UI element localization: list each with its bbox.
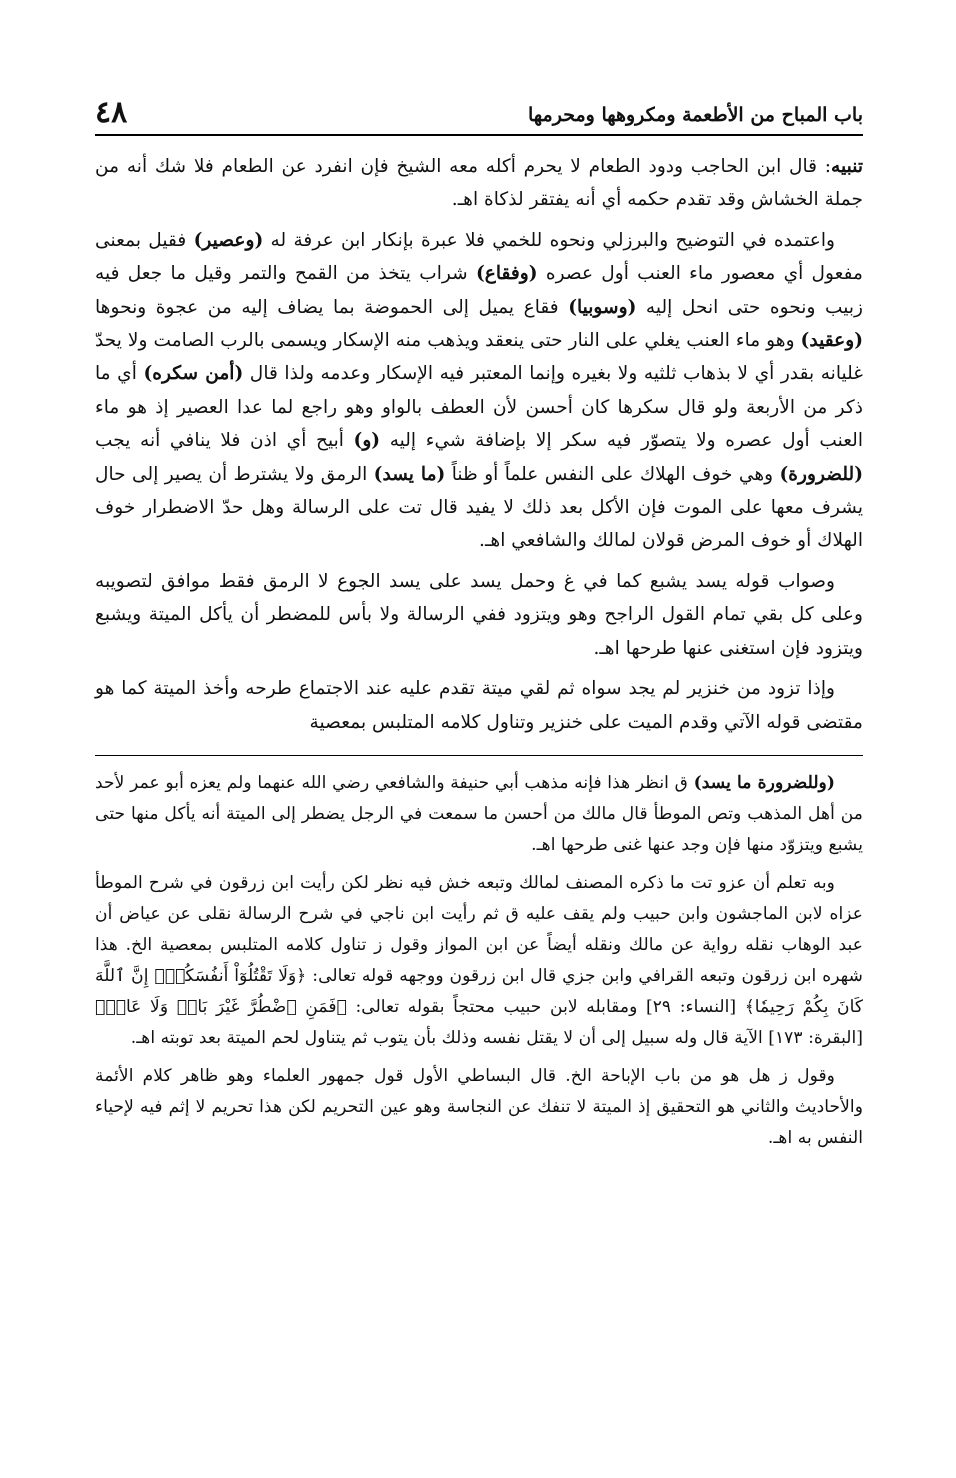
- text-run: وهي خوف الهلاك على النفس علماً أو ظناً: [445, 463, 780, 485]
- footnote-2: [95, 868, 863, 1054]
- running-title: باب المباح من الأطعمة ومكروهها ومحرمها: [528, 104, 863, 126]
- text-run: وهو ماء العنب يغلي على النار حتى ينعقد ويذهب منه الإسكار ويسمى بالرب الصامت ولا يحدّ غليانه بقدر أي لا بذهاب ثلثيه ولا بغيره وإنما المعتبر فيه الإسكار وعدمه ولذا قال: [95, 330, 863, 385]
- paragraph-pork: وإذا تزود من خنزير لم يجد سواه ثم لقي ميتة تقدم عليه عند الاجتماع طرحه وأخذ الميتة كما هو مقتضى قوله الآتي وقدم الميت على خنزير وتناول كلامه المتلبس بمعصية: [95, 678, 863, 733]
- text-run: فقيل بمعنى مفعول أي معصور ماء العنب أول عصره: [95, 229, 863, 285]
- footnotes: [95, 768, 863, 1154]
- text-run: [النساء: ٢٩] ومقابله لابن حبيب محتجاً بقوله تعالى:: [346, 996, 745, 1017]
- paragraph-commentary: [95, 224, 863, 558]
- quran-quote-baqara: ﴿فَمَنِ ٱضْطُرَّ غَيْرَ بَاغٖ وَلَا عَادٖ﴾: [95, 996, 347, 1017]
- text-run: أبيح أي اذن فلا ينافي أنه يجب: [95, 430, 354, 452]
- text-run: [البقرة: ١٧٣] الآية قال وله سبيل إلى أن لا يقتل نفسه وذلك بأن يتوب ثم يتناول لحم الميتة بعد توبته اهـ.: [130, 1027, 863, 1048]
- paragraph-correction: وصواب قوله يسد يشبع كما في غ وحمل يسد على يسد الجوع لا الرمق فقط موافق لتصويبه وعلى كل بقي تمام القول الراجح وهو ويتزود ففي الرسالة ولا بأس للمضطر أن يأكل الميتة ويشبع ويتزود فإن استغنى عنها طرحها اهـ.: [95, 570, 863, 659]
- term-asir: (وعصير): [193, 229, 264, 251]
- term-darura: (للضرورة): [779, 463, 863, 485]
- note-text: : قال ابن الحاجب ودود الطعام لا يحرم أكله معه الشيخ فإن انفرد عن الطعام فلا شك أنه من جملة الخشاش وقد تقدم حكمه أي أنه يفتقر لذكاة اهـ.: [95, 156, 863, 211]
- term-aqid: (وعقيد): [800, 330, 863, 352]
- footnote-1: [95, 768, 863, 861]
- quran-quote-nisa: ﴿وَلَا تَقْتُلُوٓاْ أَنفُسَكُمْۚ إِنَّ ٱللَّهَ كَانَ بِكُمْ رَحِيمٗا﴾: [95, 965, 864, 1017]
- page-header: [95, 78, 863, 136]
- book-page: [95, 78, 863, 1154]
- term-fuqqa: (وفقاع): [475, 263, 538, 285]
- term-amin-sukrih: (أمن سكره): [143, 363, 244, 385]
- term-waw: (و): [353, 430, 381, 452]
- text-run: شراب يتخذ من القمح والتمر وقيل ما جعل فيه زبيب ونحوه حتى انحل إليه: [95, 263, 863, 318]
- term-ma-yasudd: (ما يسد): [373, 463, 446, 485]
- text-run: واعتمده في التوضيح والبرزلي ونحوه للخمي فلا عبرة بإنكار ابن عرفة له: [263, 229, 836, 251]
- note-label: تنبيه: [831, 156, 863, 177]
- footnote-lead: (وللضرورة ما يسد): [693, 772, 835, 793]
- footnote-separator: [95, 755, 863, 756]
- main-text: [95, 150, 863, 739]
- page-number: ٤٨: [95, 95, 128, 130]
- term-subiya: (وسوبيا): [568, 296, 637, 318]
- text-run: ق انظر هذا فإنه مذهب أبي حنيفة والشافعي رضي الله عنهما ولم يعزه أبو عمر لأحد من أهل المذهب وتص الموطأ قال مالك من أحسن ما سمعت في الرجل يضطر إلى الميتة أنه يأكل منها حتى يشبع ويتزوّد منها فإن وجد عنها غنى طرحها اهـ.: [95, 772, 863, 855]
- text-run: أي ما ذكر من الأربعة ولو قال سكرها كان أحسن لأن العطف بالواو وهو راجع لما عدا العصير إذ هو ماء العنب أول عصره ولا يتصوّر فيه سكر إلا بإضافة شيء إليه: [95, 363, 863, 452]
- text-run: الرمق ولا يشترط أن يصير إلى حال يشرف معها على الموت فإن الأكل بعد ذلك لا يفيد قال تت على الرسالة وهل حدّ الاضطرار خوف الهلاك أو خوف المرض قولان لمالك والشافعي اهـ.: [95, 463, 863, 552]
- text-run: فقاع يميل إلى الحموضة بما يضاف إليه من عجوة ونحوها: [95, 296, 569, 318]
- footnote-3: وقول ز هل هو من باب الإباحة الخ. قال البساطي الأول قول جمهور العلماء وهو ظاهر كلام الأئمة والأحاديث والثاني هو التحقيق إذ الميتة لا تنفك عن النجاسة وهو عين التحريم لكن هذا تحريم لا إثم فيه لإحياء النفس به اهـ.: [95, 1065, 863, 1148]
- text-run: وبه تعلم أن عزو تت ما ذكره المصنف لمالك وتبعه خش فيه نظر لكن رأيت ابن زرقون في شرح الموطأ عزاه لابن الماجشون وابن حبيب ولم يقف عليه ق ثم رأيت ابن ناجي في شرح الرسالة نقلى عن عياض أن عبد الوهاب نقله رواية عن مالك ونقله أيضاً عن ابن المواز وقول ز تناول كلامه المتلبس بمعصية الخ. هذا شهره ابن زرقون وتبعه القرافي وابن جزي قال ابن زرقون ووجهه قوله تعالى:: [95, 872, 864, 986]
- paragraph-note: [95, 150, 863, 217]
